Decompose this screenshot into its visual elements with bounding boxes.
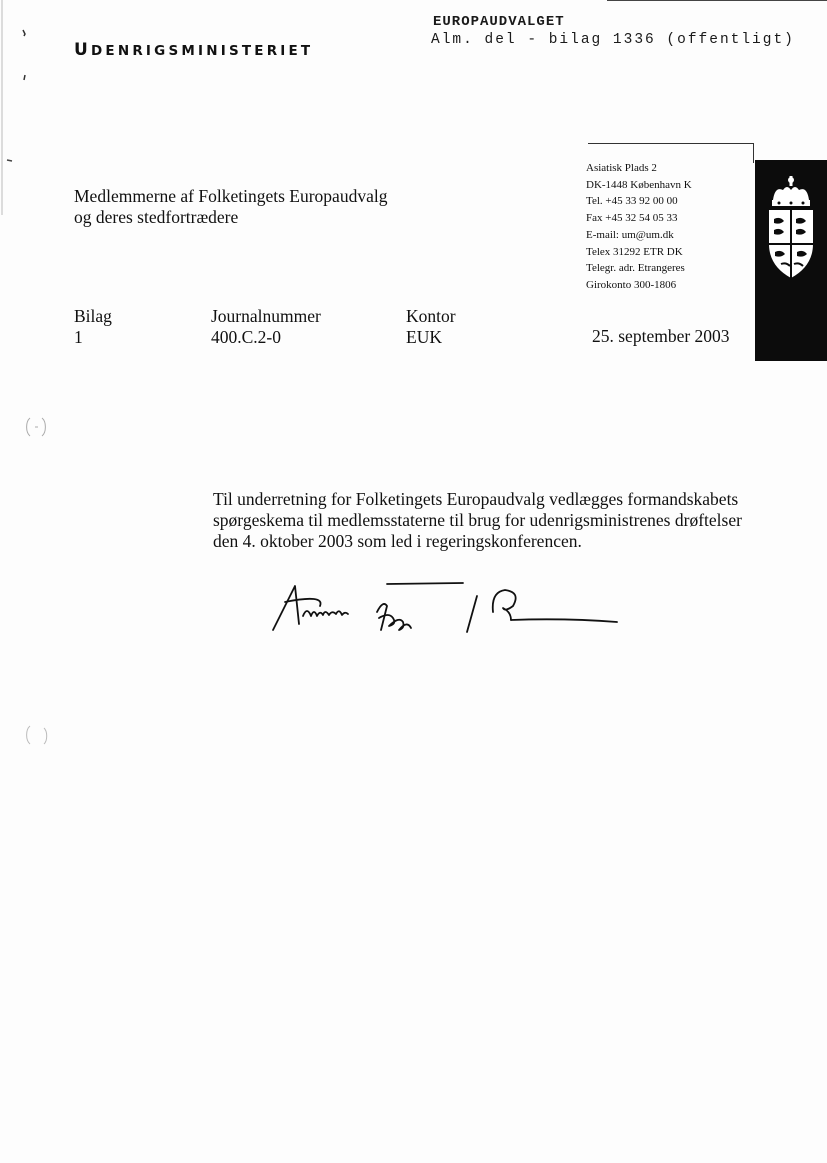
address-rule-vertical: [753, 143, 754, 163]
address-line: DK-1448 København K: [586, 178, 692, 191]
address-line: Girokonto 300-1806: [586, 278, 677, 291]
handwritten-signature: [265, 572, 625, 642]
ministry-name: DENRIGSMINISTERIET: [91, 43, 314, 59]
address-line: E-mail: um@um.dk: [586, 228, 674, 241]
emblem-panel: [755, 160, 827, 361]
ministry-letterhead: [74, 40, 313, 60]
kontor-value: EUK: [406, 327, 442, 347]
address-line: Telegr. adr. Etrangeres: [586, 262, 685, 275]
address-line: Asiatisk Plads 2: [586, 162, 657, 174]
journal-label: Journalnummer: [211, 306, 321, 326]
body-paragraph: [213, 489, 753, 552]
address-line: Fax +45 32 54 05 33: [586, 212, 678, 225]
top-rule: [607, 0, 827, 1]
bilag-value: 1: [74, 327, 83, 347]
kontor-label: Kontor: [406, 306, 456, 326]
coat-of-arms-icon: [761, 174, 821, 284]
recipient-line-1: Medlemmerne af Folketingets Europaudvalg: [74, 186, 388, 206]
address-line: Tel. +45 33 92 00 00: [586, 195, 678, 208]
ministry-initial: U: [74, 40, 92, 60]
body-line-1: Til underretning for Folketingets Europaudvalg vedlægges formandskabets: [213, 489, 739, 509]
journal-value: 400.C.2-0: [211, 327, 281, 347]
recipient-block: [74, 186, 387, 228]
bilag-label: Bilag: [74, 306, 112, 326]
body-line-3: den 4. oktober 2003 som led i regeringskonferencen.: [213, 531, 582, 551]
body-line-2: spørgeskema til medlemsstaterne til brug for udenrigsministrenes drøftelser: [213, 510, 742, 530]
scan-margin-marks: [0, 0, 60, 760]
letter-date: 25. september 2003: [592, 326, 730, 346]
address-line: Telex 31292 ETR DK: [586, 245, 683, 258]
address-block: [586, 160, 692, 294]
recipient-line-2: og deres stedfortrædere: [74, 207, 239, 227]
stamp-reference: Alm. del - bilag 1336 (offentligt): [431, 32, 795, 48]
address-rule: [588, 143, 754, 144]
stamp-title: EUROPAUDVALGET: [433, 14, 565, 30]
